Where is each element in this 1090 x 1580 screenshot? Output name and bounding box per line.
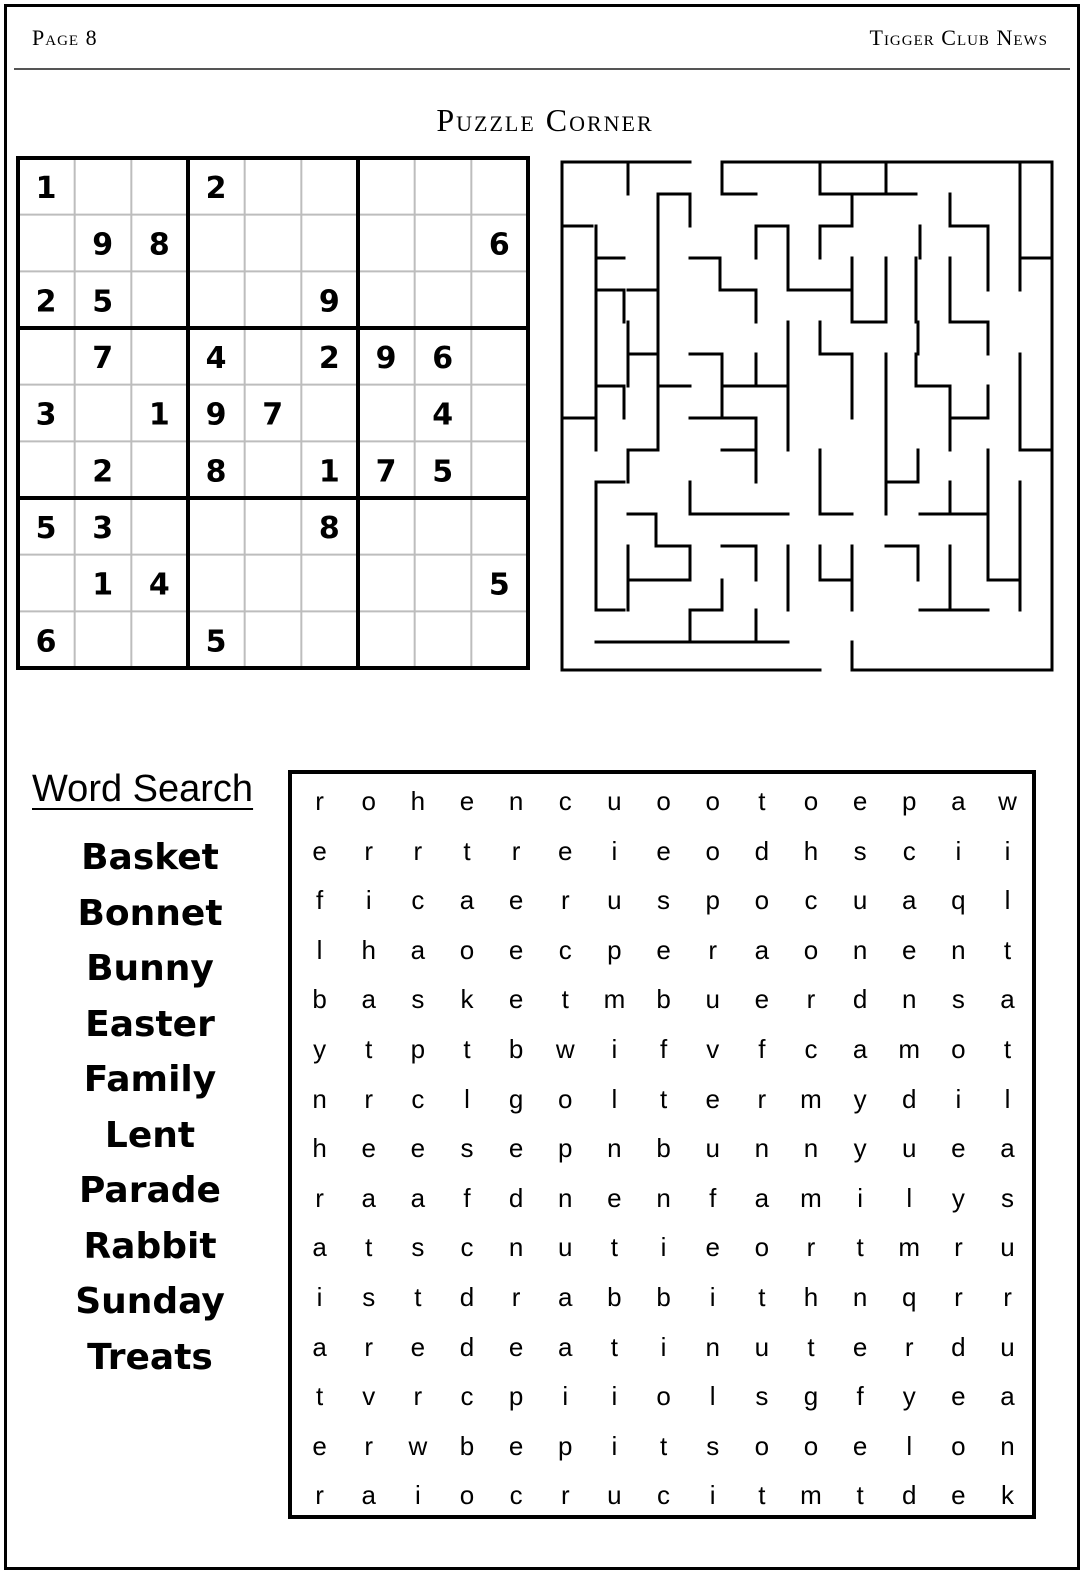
word-search-letter: h xyxy=(803,835,819,866)
word-search-letter: l xyxy=(1004,885,1011,916)
word-search-letter: c xyxy=(411,885,425,916)
word-search-letter: n xyxy=(1000,1430,1015,1461)
maze-wall xyxy=(596,546,988,670)
word-search-letter: r xyxy=(315,1182,324,1213)
word-search-letter: l xyxy=(1004,1083,1011,1114)
word-search-letter: r xyxy=(364,1331,374,1362)
word-search-letter: u xyxy=(607,885,622,916)
word-search-letter: t xyxy=(315,1381,324,1412)
word-search-letter: t xyxy=(610,1331,619,1362)
word-search-letter: n xyxy=(951,934,966,965)
word-search-letter: i xyxy=(611,1430,618,1461)
word-search-row xyxy=(295,1323,1032,1373)
sudoku-given: 1 xyxy=(92,567,114,603)
word-search-letter: i xyxy=(709,1281,716,1312)
word-search-letter: e xyxy=(951,1133,966,1164)
word-search-letter: r xyxy=(364,1430,374,1461)
word-search-letter: r xyxy=(413,1381,423,1412)
word-search-letter: t xyxy=(1003,1033,1012,1064)
word-search-row xyxy=(295,827,1032,877)
word-search-letter: t xyxy=(561,984,569,1015)
word-list-item: Basket xyxy=(81,837,219,878)
word-search-letter: m xyxy=(898,1033,921,1064)
word-search-letter: s xyxy=(657,885,671,916)
word-search-letter: d xyxy=(508,1182,524,1213)
sudoku-grid xyxy=(16,156,530,670)
word-search-letter: a xyxy=(459,885,475,916)
word-list xyxy=(40,830,260,1385)
word-search-letter: e xyxy=(361,1133,376,1164)
word-search-letter: o xyxy=(361,786,376,816)
word-search-letter: r xyxy=(364,835,374,866)
sudoku-given: 9 xyxy=(318,284,340,320)
word-search-letter: g xyxy=(508,1083,524,1114)
word-search-letter: e xyxy=(508,885,524,916)
word-search-letter: o xyxy=(754,1232,770,1263)
word-search-letter: f xyxy=(659,1033,668,1064)
word-search-letter: r xyxy=(560,1480,570,1511)
word-search-letter: u xyxy=(558,1232,573,1263)
word-search-letter: i xyxy=(660,1331,667,1362)
word-search-letter: l xyxy=(906,1182,913,1213)
sudoku-given: 5 xyxy=(205,624,227,660)
sudoku-given: 7 xyxy=(262,397,284,433)
word-search-letter: n xyxy=(852,934,868,965)
header-rule xyxy=(14,68,1070,70)
word-search-letter: u xyxy=(705,984,720,1015)
word-search-letter: e xyxy=(410,1331,426,1362)
word-search-letter: m xyxy=(603,984,626,1015)
word-search-letter: r xyxy=(315,1480,324,1511)
word-search-letter: o xyxy=(656,1381,671,1412)
maze xyxy=(560,160,1054,672)
word-search-letter: t xyxy=(1003,934,1012,965)
word-search-letter: a xyxy=(1000,984,1015,1015)
sudoku-given: 6 xyxy=(432,341,454,376)
word-search-letter: n xyxy=(558,1182,573,1213)
word-search-letter: i xyxy=(365,885,372,916)
word-search-letter: c xyxy=(804,1033,818,1064)
word-search-letter: s xyxy=(411,1232,425,1263)
sudoku-given: 9 xyxy=(205,397,227,433)
word-search-letter: b xyxy=(656,1281,671,1312)
word-search-letter: v xyxy=(706,1033,720,1064)
word-list-item: Easter xyxy=(85,1003,215,1045)
word-search-letter: i xyxy=(611,1381,618,1412)
word-search-letter: d xyxy=(902,1083,917,1114)
sudoku-given: 2 xyxy=(205,171,227,206)
word-search-letter: d xyxy=(459,1281,475,1312)
word-search-letter: a xyxy=(410,1182,426,1213)
word-search-letter: t xyxy=(856,1480,864,1511)
word-search-letter: g xyxy=(803,1381,819,1412)
newsletter-name: Tigger Club News xyxy=(869,25,1048,50)
word-search-letter: c xyxy=(411,1083,425,1114)
word-search-letter: p xyxy=(902,786,917,816)
word-search-row xyxy=(295,1174,1032,1224)
word-search-letter: f xyxy=(758,1033,766,1064)
word-search-letter: e xyxy=(852,1430,868,1461)
word-search-letter: s xyxy=(460,1133,474,1164)
word-search-letter: c xyxy=(902,835,916,866)
word-search-letter: u xyxy=(852,885,868,916)
word-search-letter: v xyxy=(362,1381,376,1412)
word-search-letter: m xyxy=(800,1480,822,1511)
sudoku-given: 9 xyxy=(375,341,397,376)
word-search-letter: c xyxy=(509,1480,523,1511)
maze-wall xyxy=(562,322,1050,450)
word-search-row xyxy=(295,926,1032,976)
word-search-letter: t xyxy=(807,1331,815,1362)
sudoku-given: 2 xyxy=(35,284,57,320)
word-search-letter: e xyxy=(705,1083,720,1114)
word-search-row xyxy=(295,777,1032,827)
word-search-letter: p xyxy=(558,1430,573,1461)
word-search-title: Word Search xyxy=(32,768,254,810)
word-search-letter: s xyxy=(1001,1182,1015,1213)
word-search-letter: e xyxy=(705,1232,720,1263)
word-search-letter: u xyxy=(1000,1331,1015,1362)
word-search-letter: h xyxy=(312,1133,327,1164)
word-search-letter: i xyxy=(316,1281,323,1312)
word-search-row xyxy=(295,1422,1032,1472)
word-search-letter: a xyxy=(558,1331,573,1362)
word-search-letter: s xyxy=(755,1381,769,1412)
word-search-letter: s xyxy=(411,984,425,1015)
word-search-row xyxy=(295,1124,1032,1174)
word-search-letter: o xyxy=(803,786,819,816)
word-search-letter: r xyxy=(708,934,718,965)
word-search-letter: p xyxy=(607,934,622,965)
word-search-letter: l xyxy=(906,1430,913,1461)
section-title: Puzzle Corner xyxy=(436,102,654,138)
sudoku-given: 3 xyxy=(35,397,57,433)
word-search-letter: r xyxy=(954,1281,963,1312)
word-list-item: Parade xyxy=(79,1170,221,1211)
word-list-item: Bonnet xyxy=(77,892,223,934)
word-search-letter: w xyxy=(998,786,1017,816)
word-list-item: Lent xyxy=(104,1114,196,1156)
word-search-letter: t xyxy=(758,1480,766,1511)
word-search-letter: c xyxy=(558,934,572,965)
word-search-letter: h xyxy=(410,786,426,816)
word-search-letter: r xyxy=(315,786,324,816)
word-search-letter: k xyxy=(1001,1480,1015,1511)
word-search-letter: t xyxy=(365,1232,373,1263)
word-search-letter: s xyxy=(706,1430,720,1461)
word-search-letter: d xyxy=(852,984,868,1015)
word-search-letter: e xyxy=(410,1133,426,1164)
word-search-row xyxy=(295,1273,1032,1323)
word-search-letter: a xyxy=(1000,1381,1015,1412)
word-search-letter: i xyxy=(857,1182,863,1213)
word-search-letter: u xyxy=(902,1133,917,1164)
word-search-letter: r xyxy=(364,1083,374,1114)
word-search-letter: d xyxy=(902,1480,917,1511)
word-search-letter: y xyxy=(853,1083,867,1114)
word-search-letter: e xyxy=(754,984,770,1015)
sudoku-given: 7 xyxy=(92,341,114,376)
word-search-letter: p xyxy=(558,1133,573,1164)
word-search-letter: r xyxy=(560,885,570,916)
word-search-letter: i xyxy=(611,835,618,866)
word-search-letter: e xyxy=(607,1182,622,1213)
sudoku-given: 5 xyxy=(488,567,510,603)
word-search-letter: b xyxy=(656,1133,671,1164)
word-search-letter: c xyxy=(460,1232,474,1263)
word-search-letter: u xyxy=(607,1480,622,1511)
word-search-letter: a xyxy=(361,1182,376,1213)
word-search-letter: c xyxy=(558,786,572,816)
word-search-letter: m xyxy=(800,1083,822,1114)
word-search-letter: w xyxy=(408,1430,428,1461)
word-search-letter: b xyxy=(607,1281,622,1312)
word-search-letter: y xyxy=(902,1381,916,1412)
sudoku-given: 5 xyxy=(35,511,57,546)
word-search-letter: e xyxy=(312,1430,327,1461)
word-search-letter: y xyxy=(853,1133,867,1164)
word-search-letter: s xyxy=(362,1281,376,1312)
sudoku-given: 5 xyxy=(92,284,114,320)
word-search-letter: i xyxy=(611,1033,618,1064)
word-search-letter: t xyxy=(659,1430,668,1461)
word-search-letter: q xyxy=(902,1281,917,1312)
word-search-letter: a xyxy=(1000,1133,1015,1164)
word-search-letter: o xyxy=(951,1033,966,1064)
word-search-letter: i xyxy=(955,835,962,866)
page-number: Page 8 xyxy=(32,25,98,50)
word-search-letter: d xyxy=(459,1331,475,1362)
word-search-row xyxy=(295,1471,1032,1521)
word-search-letter: q xyxy=(951,885,966,916)
sudoku-given: 6 xyxy=(35,624,57,660)
word-search-letter: m xyxy=(800,1182,822,1213)
word-search-letter: e xyxy=(951,1480,966,1511)
word-search-letter: c xyxy=(460,1381,474,1412)
word-search-letter: f xyxy=(315,885,324,916)
word-search-letter: n xyxy=(312,1083,327,1114)
word-search-letter: d xyxy=(951,1331,966,1362)
word-search-letter: a xyxy=(410,934,426,965)
word-search-letter: r xyxy=(757,1083,767,1114)
word-search-letter: n xyxy=(803,1133,819,1164)
word-search-letter: o xyxy=(459,1480,475,1511)
sudoku-given: 5 xyxy=(432,454,454,490)
word-search-letter: u xyxy=(705,1133,720,1164)
word-search-letter: i xyxy=(660,1232,667,1263)
word-search-letter: n xyxy=(852,1281,868,1312)
word-search-letter: d xyxy=(754,835,770,866)
word-search-letter: t xyxy=(463,1033,471,1064)
word-search-letter: u xyxy=(607,786,622,816)
word-search-letter: n xyxy=(607,1133,622,1164)
word-search-letter: n xyxy=(656,1182,671,1213)
word-search-letter: p xyxy=(508,1381,524,1412)
word-search-letter: t xyxy=(758,786,766,816)
sudoku-given: 9 xyxy=(92,227,114,263)
word-list-item: Bunny xyxy=(86,948,214,989)
word-search-letter: e xyxy=(459,786,475,816)
word-search-letter: k xyxy=(460,984,474,1015)
word-search-row xyxy=(295,975,1032,1025)
word-search-letter: p xyxy=(705,885,720,916)
word-search-letter: f xyxy=(463,1182,471,1213)
word-search-letter: o xyxy=(705,835,720,866)
word-search-letter: w xyxy=(555,1033,575,1064)
word-search-letter: b xyxy=(312,984,327,1015)
word-search-letter: o xyxy=(803,934,819,965)
word-search-letter: t xyxy=(365,1033,373,1064)
word-search-letter: s xyxy=(853,835,867,866)
word-search-letter: i xyxy=(955,1083,962,1114)
word-search-letter: r xyxy=(954,1232,963,1263)
word-search-letter: l xyxy=(709,1381,716,1412)
word-search-letter: n xyxy=(508,786,524,816)
word-list-item: Treats xyxy=(87,1336,213,1378)
word-search-letter: e xyxy=(951,1381,966,1412)
maze-outer-wall xyxy=(562,162,1052,670)
sudoku-given: 3 xyxy=(92,511,114,546)
word-search-row xyxy=(295,876,1032,926)
word-search-letter: t xyxy=(758,1281,766,1312)
word-list-item: Family xyxy=(83,1059,217,1100)
word-search-letter: r xyxy=(806,984,816,1015)
word-search-letter: e xyxy=(656,934,671,965)
word-list-item: Rabbit xyxy=(83,1225,217,1267)
word-search-letter: e xyxy=(558,835,573,866)
word-search-letter: b xyxy=(459,1430,475,1461)
word-search-letter: b xyxy=(656,984,671,1015)
word-search-letter: a xyxy=(312,1331,327,1362)
sudoku-given: 4 xyxy=(205,341,227,376)
word-search-letter: n xyxy=(508,1232,524,1263)
word-search-letter: r xyxy=(511,835,521,866)
word-search-letter: e xyxy=(852,786,868,816)
word-search-letter: o xyxy=(656,786,671,816)
word-search-letter: c xyxy=(657,1480,671,1511)
word-search-letter: a xyxy=(951,786,966,816)
sudoku-given: 8 xyxy=(205,454,227,490)
word-search-letter: o xyxy=(705,786,720,816)
word-search-letter: h xyxy=(803,1281,819,1312)
word-search-letter: s xyxy=(951,984,965,1015)
word-search-letter: a xyxy=(902,885,917,916)
maze-wall xyxy=(596,226,1050,450)
word-search-letter: a xyxy=(558,1281,573,1312)
word-search-letter: o xyxy=(754,1430,770,1461)
word-search-row xyxy=(295,1075,1032,1125)
word-search-letter: o xyxy=(754,885,770,916)
word-search-letter: t xyxy=(659,1083,668,1114)
word-search-letter: i xyxy=(709,1480,716,1511)
word-search-letter: a xyxy=(852,1033,868,1064)
word-search-letter: e xyxy=(508,984,524,1015)
word-search-letter: a xyxy=(312,1232,327,1263)
word-search-letter: e xyxy=(312,835,327,866)
sudoku-given: 1 xyxy=(318,454,340,490)
sudoku-given: 8 xyxy=(148,227,170,263)
word-search-letter: a xyxy=(361,1480,376,1511)
sudoku-given: 2 xyxy=(92,454,114,490)
sudoku-given: 1 xyxy=(35,171,57,206)
word-search-letter: e xyxy=(508,1133,524,1164)
word-search-letter: r xyxy=(1003,1281,1012,1312)
word-search-letter: e xyxy=(656,835,671,866)
sudoku-given: 2 xyxy=(318,341,340,376)
word-search-letter: a xyxy=(754,934,770,965)
sudoku-given: 4 xyxy=(148,567,170,603)
word-search-letter: e xyxy=(852,1331,868,1362)
word-search-letter: b xyxy=(508,1033,524,1064)
word-list-item: Sunday xyxy=(75,1281,225,1322)
word-search-letter: a xyxy=(361,984,376,1015)
word-search-letter: p xyxy=(410,1033,426,1064)
word-search-letter: t xyxy=(414,1281,422,1312)
word-search-letter: e xyxy=(508,1430,524,1461)
word-search-letter: l xyxy=(464,1083,470,1114)
word-search-letter: t xyxy=(856,1232,864,1263)
word-search-letter: a xyxy=(754,1182,770,1213)
word-search-letter: o xyxy=(459,934,475,965)
sudoku-given: 7 xyxy=(375,454,397,490)
word-search-letter: u xyxy=(754,1331,770,1362)
word-search-letter: i xyxy=(562,1381,569,1412)
word-search-grid xyxy=(288,770,1036,1519)
sudoku-given: 1 xyxy=(148,397,170,433)
word-search-letter: r xyxy=(904,1331,914,1362)
word-search-letter: l xyxy=(316,934,323,965)
word-search-letter: r xyxy=(806,1232,816,1263)
word-search-letter: u xyxy=(1000,1232,1015,1263)
word-search-letter: f xyxy=(856,1381,864,1412)
word-search-letter: f xyxy=(709,1182,717,1213)
word-search-letter: i xyxy=(1004,835,1011,866)
word-search-letter: m xyxy=(898,1232,921,1263)
word-search-letter: i xyxy=(414,1480,421,1511)
word-search-letter: o xyxy=(951,1430,966,1461)
word-search-letter: e xyxy=(508,1331,524,1362)
word-search-row xyxy=(295,1025,1032,1075)
word-search-letter: e xyxy=(508,934,524,965)
word-search-letter: n xyxy=(705,1331,720,1362)
word-search-letter: l xyxy=(611,1083,618,1114)
word-search-row xyxy=(295,1372,1032,1422)
word-search-letter: o xyxy=(558,1083,573,1114)
sudoku-given: 4 xyxy=(432,397,454,433)
word-search-letter: n xyxy=(902,984,917,1015)
word-search-letter: r xyxy=(413,835,423,866)
sudoku-given: 6 xyxy=(488,227,510,263)
word-search-letter: t xyxy=(610,1232,619,1263)
sudoku-given: 8 xyxy=(318,511,340,546)
word-search-letter: o xyxy=(803,1430,819,1461)
word-search-letter: c xyxy=(804,885,818,916)
word-search-letter: y xyxy=(313,1033,327,1064)
word-search-letter: t xyxy=(463,835,471,866)
word-search-letter: r xyxy=(511,1281,521,1312)
word-search-letter: h xyxy=(361,934,376,965)
word-search-row xyxy=(295,1223,1032,1273)
word-search-letter: y xyxy=(951,1182,965,1213)
word-search-letter: e xyxy=(902,934,917,965)
word-search-letter: n xyxy=(754,1133,770,1164)
